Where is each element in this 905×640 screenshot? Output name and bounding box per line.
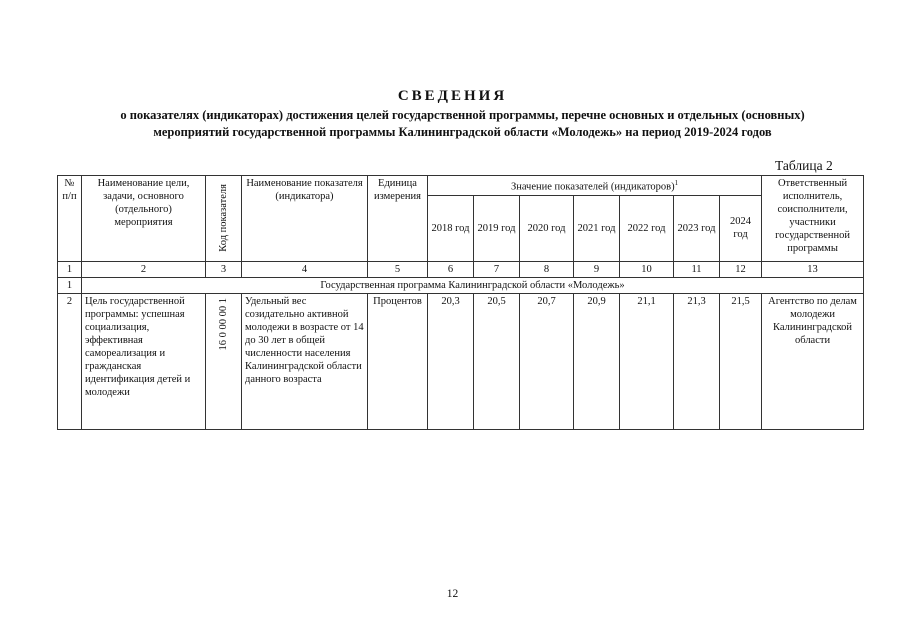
row-code: 16 0 00 00 1 [218,297,229,350]
row-value-2023: 21,3 [674,293,720,429]
row-unit: Процентов [368,293,428,429]
col-number: 1 [58,261,82,277]
header-responsible: Ответственный исполнитель, соисполнители, участники государственной программы [762,176,864,262]
col-number: 2 [82,261,206,277]
col-number: 7 [474,261,520,277]
col-number: 12 [720,261,762,277]
col-number: 9 [574,261,620,277]
col-number: 6 [428,261,474,277]
header-year-2019: 2019 год [474,195,520,261]
row-value-2018: 20,3 [428,293,474,429]
col-number: 11 [674,261,720,277]
indicators-table [57,175,864,430]
subtitle-line-2: мероприятий государственной программы Калининградской области «Молодежь» на период 2019-2024 годов [153,125,772,139]
section-row [58,277,864,293]
col-number: 4 [242,261,368,277]
header-values-footnote: 1 [674,179,679,187]
table-label: Таблица 2 [775,158,833,173]
col-number: 8 [520,261,574,277]
header-num: № п/п [58,176,82,262]
row-value-2020: 20,7 [520,293,574,429]
header-code: Код показателя [218,184,229,253]
header-year-2018: 2018 год [428,195,474,261]
header-year-2024: 2024 год [720,195,762,261]
row-indicator: Удельный вес созидательно активной молодежи в возрасте от 14 до 30 лет в общей численности населения Калининградской области данного возраста [242,293,368,429]
header-year-2023: 2023 год [674,195,720,261]
header-goal: Наименование цели, задачи, основного (отдельного) мероприятия [82,176,206,262]
col-number: 13 [762,261,864,277]
row-value-2024: 21,5 [720,293,762,429]
subtitle-line-1: о показателях (индикаторах) достижения целей государственной программы, перечне основных и отдельных (основных) [120,108,805,122]
column-numbers-row [58,261,864,277]
header-unit: Единица измерения [368,176,428,262]
header-values-text: Значение показателей (индикаторов) [510,181,675,193]
section-title: Государственная программа Калининградской области «Молодежь» [82,277,864,293]
header-values [428,176,762,196]
document-title: СВЕДЕНИЯ [397,88,508,104]
header-year-2020: 2020 год [520,195,574,261]
row-responsible: Агентство по делам молодежи Калининградской области [762,293,864,429]
document-subtitle [40,107,885,141]
col-number: 5 [368,261,428,277]
row-code-cell [206,293,242,429]
table-row [58,293,864,429]
header-year-2022: 2022 год [620,195,674,261]
col-number: 3 [206,261,242,277]
header-indicator: Наименование показателя (индикатора) [242,176,368,262]
row-value-2021: 20,9 [574,293,620,429]
row-goal: Цель государственной программы: успешная социализация, эффективная самореализация и гражданская идентификация детей и молодежи [82,293,206,429]
row-value-2022: 21,1 [620,293,674,429]
header-year-2021: 2021 год [574,195,620,261]
row-value-2019: 20,5 [474,293,520,429]
section-num: 1 [58,277,82,293]
page-number: 12 [446,588,459,600]
row-num: 2 [58,293,82,429]
col-number: 10 [620,261,674,277]
header-code-cell [206,176,242,262]
